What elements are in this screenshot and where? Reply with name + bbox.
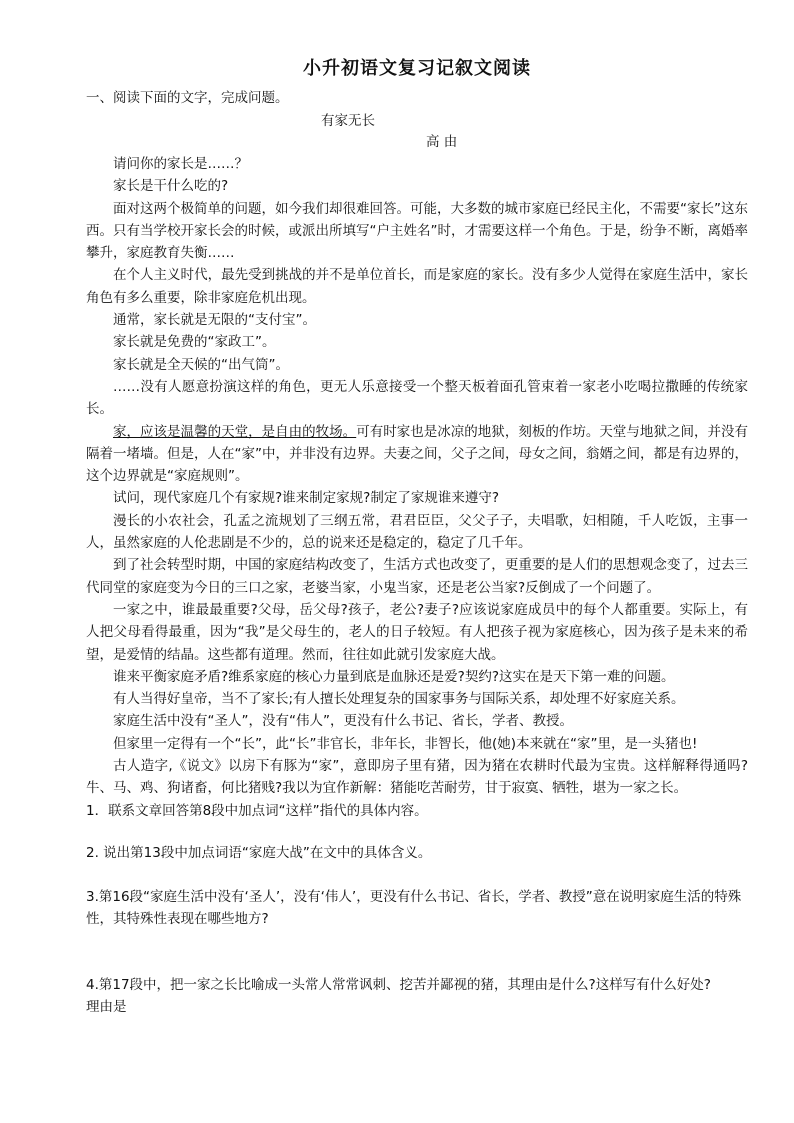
question-2: 2. 说出第13段中加点词语“家庭大战”在文中的具体含义。 (86, 844, 432, 861)
question-4: 4.第17段中，把一家之长比喻成一头常人常常讽刺、挖苦并鄙视的猪，其理由是什么?这样写有什么好处? (86, 976, 711, 993)
document-page (86, 54, 748, 1018)
paragraph-16: 家庭生活中没有“圣人”，没有“伟人”，更没有什么书记、省长，学者、教授。 (113, 713, 573, 730)
paragraph-14: 谁来平衡家庭矛盾?维系家庭的核心力量到底是血脉还是爱?契约?这实在是天下第一难的问题。 (113, 668, 675, 685)
paragraph-1: 请问你的家长是……？ (113, 156, 248, 172)
paragraph-15: 有人当得好皇帝，当不了家长;有人擅长处理复杂的国家事务与国际关系，却处理不好家庭关系。 (113, 691, 685, 708)
paragraph-8: ……没有人愿意扮演这样的角色，更无人乐意接受一个整天板着面孔管束着一家老小吃喝拉撒睡的传统家长。 (86, 378, 748, 418)
paragraph-6: 家长就是免费的“家政工”。 (113, 334, 276, 351)
question-1: 1．联系文章回答第8段中加点词“这样”指代的具体内容。 (86, 802, 428, 819)
paragraph-10: 试问，现代家庭几个有家规?谁来制定家规?制定了家规谁来遵守? (113, 490, 499, 507)
paragraph-12: 到了社会转型时期，中国的家庭结构改变了，生活方式也改变了，更重要的是人们的思想观念变了，过去三代同堂的家庭变为今日的三口之家，老婆当家，小鬼当家，还是老公当家?反倒成了一个问题了。 (86, 557, 748, 596)
story-title: 有家无长 (321, 113, 375, 129)
answer-prompt: 理由是 (86, 998, 127, 1015)
story-author: 高 由 (426, 134, 458, 150)
paragraph-3: 面对这两个极简单的问题，如今我们却很难回答。可能，大多数的城市家庭已经民主化，不需要“家长”这东西。只有当学校开家长会的时候，或派出所填写“户主姓名”时，才需要这样一个角色。于是，纷争不断，离婚率攀升，家庭教育失衡…… (86, 200, 748, 262)
document-title: 小升初语文复习记叙文阅读 (303, 58, 531, 79)
paragraph-5: 通常，家长就是无限的“支付宝”。 (113, 312, 316, 329)
question-3: 3.第16段“家庭生活中没有‘圣人’，没有‘伟人’，更没有什么书记、省长，学者、教授”意在说明家庭生活的特殊性，其特殊性表现在哪些地方? (86, 888, 742, 927)
paragraph-9 (86, 421, 748, 488)
paragraph-17: 但家里一定得有一个“长”，此“长”非官长，非年长，非智长，他(她)本来就在“家”里，是一头猪也! (113, 735, 698, 752)
paragraph-2: 家长是干什么吃的? (113, 178, 229, 195)
paragraph-13: 一家之中，谁最最重要?父母，岳父母?孩子，老公?妻子?应该说家庭成员中的每个人都重要。实际上，有人把父母看得最重，因为“我”是父母生的，老人的日子较短。有人把孩子视为家庭核心，因为孩子是未来的希望，是爱情的结晶。这些都有道理。然而，往往如此就引发家庭大战。 (86, 601, 748, 663)
paragraph-7: 家长就是全天候的“出气筒”。 (113, 356, 289, 373)
paragraph-9-rest: 可有时家也是冰凉的地狱，刻板的作坊。天堂与地狱之间，并没有隔着一堵墙。但是，人在“家”中，并非没有边界。夫妻之间，父子之间，母女之间，翁婿之间，都是有边界的，这个边界就是“家庭规则”。 (86, 423, 749, 485)
paragraph-11: 漫长的小农社会，孔孟之流规划了三纲五常，君君臣臣，父父子子，夫唱歌，妇相随，千人吃饭，主事一人，虽然家庭的人伦悲剧是不少的，总的说来还是稳定的，稳定了几千年。 (86, 512, 748, 552)
section-heading: 一、阅读下面的文字，完成问题。 (86, 90, 289, 106)
underlined-sentence: 家，应该是温馨的天堂，是自由的牧场。 (113, 423, 357, 440)
paragraph-4: 在个人主义时代，最先受到挑战的并不是单位首长，而是家庭的家长。没有多少人觉得在家庭生活中，家长角色有多么重要，除非家庭危机出现。 (86, 267, 748, 306)
paragraph-18: 古人造字,《说文》以房下有豚为“家”，意即房子里有猪，因为猪在农耕时代最为宝贵。这样解释得通吗?牛、马、鸡、狗诸畜，何比猪贱?我以为宜作新解：猪能吃苦耐劳，甘于寂寞、牺牲，堪为一家之长。 (86, 758, 748, 797)
